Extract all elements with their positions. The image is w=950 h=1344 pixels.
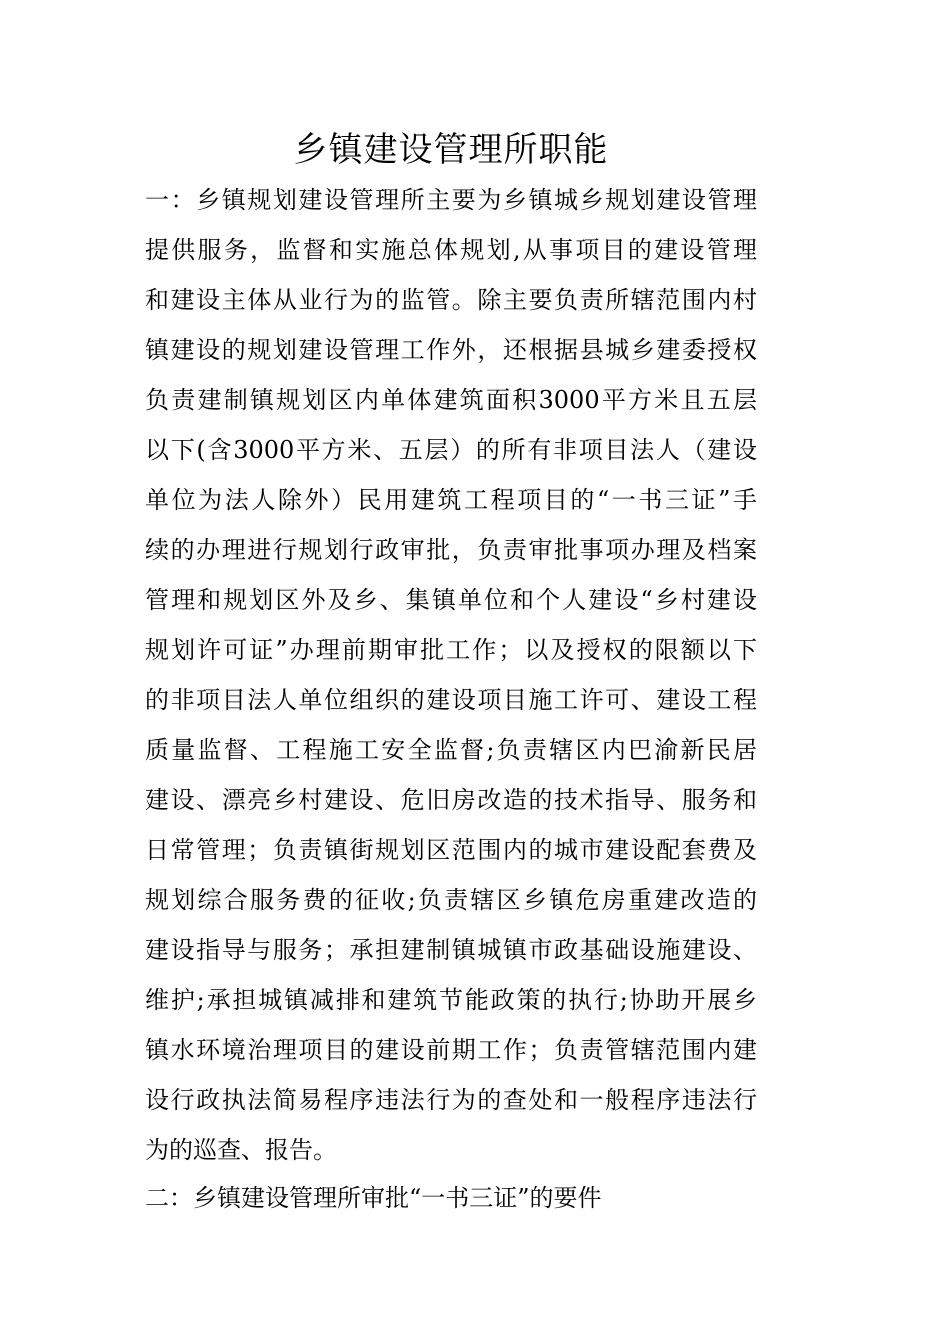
paragraph-line: 负责建制镇规划区内单体建筑面积3000平方米且五层 [145,386,757,414]
paragraph-line: 维护;承担城镇减排和建筑节能政策的执行;协助开展乡 [145,986,757,1014]
paragraph-line: 镇建设的规划建设管理工作外，还根据县城乡建委授权 [145,336,757,364]
paragraph-line: 管理和规划区外及乡、集镇单位和个人建设“乡村建设 [145,586,757,614]
section-2-heading-text: 二：乡镇建设管理所审批“一书三证”的要件 [145,1184,602,1212]
paragraph-line: 以下(含3000平方米、五层）的所有非项目法人（建设 [145,436,757,464]
paragraph-line: 提供服务，监督和实施总体规划,从事项目的建设管理 [145,236,757,264]
section-2-heading [145,1173,757,1223]
paragraph-line: 建设指导与服务；承担建制镇城镇市政基础设施建设、 [145,936,757,964]
paragraph-line: 建设、漂亮乡村建设、危旧房改造的技术指导、服务和 [145,786,757,814]
paragraph-line: 为的巡查、报告。 [145,1136,337,1164]
paragraph-line: 规划许可证”办理前期审批工作；以及授权的限额以下 [145,636,757,664]
paragraph-line: 续的办理进行规划行政审批，负责审批事项办理及档案 [145,536,757,564]
paragraph-line: 和建设主体从业行为的监管。除主要负责所辖范围内村 [145,286,757,314]
paragraph-line: 质量监督、工程施工安全监督;负责辖区内巴渝新民居 [145,736,757,764]
paragraph-line: 的非项目法人单位组织的建设项目施工许可、建设工程 [145,686,757,714]
section-1-paragraph [145,175,757,1175]
paragraph-line: 单位为法人除外）民用建筑工程项目的“一书三证”手 [145,486,757,514]
paragraph-line: 规划综合服务费的征收;负责辖区乡镇危房重建改造的 [145,886,757,914]
paragraph-line: 镇水环境治理项目的建设前期工作；负责管辖范围内建 [145,1036,757,1064]
paragraph-line: 一：乡镇规划建设管理所主要为乡镇城乡规划建设管理 [145,186,757,214]
document-title: 乡镇建设管理所职能 [293,130,609,170]
paragraph-line: 设行政执法简易程序违法行为的查处和一般程序违法行 [145,1086,757,1114]
paragraph-line: 日常管理；负责镇街规划区范围内的城市建设配套费及 [145,836,757,864]
